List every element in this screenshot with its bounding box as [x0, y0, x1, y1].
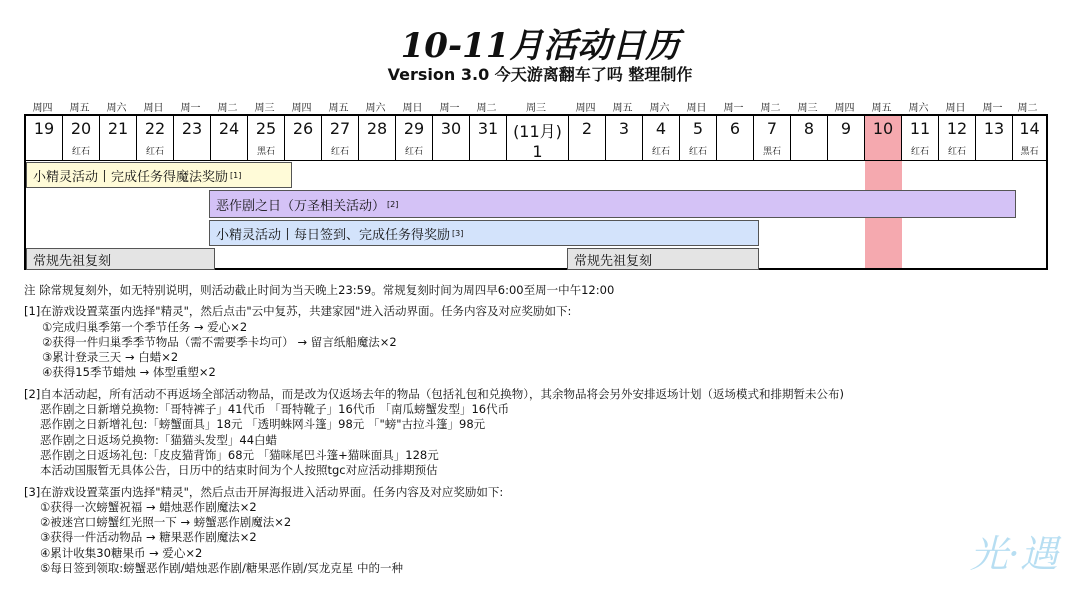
weekday-row: [24, 99, 1050, 113]
weekday-label: 周六: [106, 103, 127, 114]
weekday-label: 周日: [945, 103, 966, 114]
event-label: 常规先祖复刻: [574, 253, 653, 269]
event-bar: [567, 248, 759, 270]
day-cell: [285, 116, 322, 160]
day-cell: [248, 116, 285, 160]
day-cell: [717, 116, 754, 160]
weekday-label: 周二: [476, 103, 497, 114]
note-1-item: ①完成归巢季第一个季节任务 → 爱心×2: [42, 319, 248, 334]
day-cell: [26, 116, 63, 160]
stone-note: 红石: [947, 147, 966, 157]
day-cell: [569, 116, 606, 160]
day-number: 12: [946, 119, 968, 138]
day-cell: [828, 116, 865, 160]
watermark-logo: 光·遇: [969, 532, 1058, 576]
day-cell: [791, 116, 828, 160]
weekday-label: 周六: [908, 103, 929, 114]
page-title: 10-11月活动日历: [400, 26, 680, 66]
note-3-item: ②被迷宫口螃蟹红光照一下 → 螃蟹恶作剧魔法×2: [40, 515, 292, 530]
weekday-label: 周四: [32, 103, 53, 114]
note-1-item: ④获得15季节蜡烛 → 体型重塑×2: [42, 365, 216, 380]
day-cell: [322, 116, 359, 160]
day-number: 30: [440, 119, 462, 138]
day-number: 28: [366, 119, 388, 138]
note-3-item: ③获得一件活动物品 → 糖果恶作剧魔法×2: [40, 530, 257, 545]
notes-intro: 注 除常规复刻外，如无特别说明，则活动截止时间为当天晚上23:59。常规复刻时间为周四早6:00至周一中午12:00: [24, 283, 615, 297]
day-cell: [137, 116, 174, 160]
note-3-item: ④累计收集30糖果币 → 爱心×2: [40, 545, 203, 560]
event-label: 常规先祖复刻: [33, 253, 112, 269]
day-number: (11月) 1: [513, 122, 562, 161]
weekday-label: 周三: [526, 103, 546, 114]
day-cell: [211, 116, 248, 160]
day-number: 5: [692, 119, 704, 138]
event-ref: [3]: [452, 228, 464, 238]
day-number: 6: [729, 119, 741, 138]
weekday-label: 周二: [217, 103, 238, 114]
weekday-label: 周一: [439, 103, 460, 114]
day-number: 29: [403, 119, 425, 138]
day-number: 20: [70, 119, 92, 138]
day-number: 8: [803, 119, 815, 138]
day-cell: [433, 116, 470, 160]
note-1-item: ②获得一件归巢季季节物品（需不需要季卡均可） → 留言纸船魔法×2: [42, 334, 397, 349]
notes-section: [24, 283, 1064, 576]
day-number: 26: [292, 119, 314, 138]
stone-note: 红石: [330, 147, 349, 157]
weekday-label: 周六: [365, 103, 386, 114]
note-3-item: ⑤每日签到领取:螃蟹恶作剧/蜡烛恶作剧/糖果恶作剧/冥龙克星 中的一种: [40, 561, 403, 576]
stone-note: 黑石: [1020, 147, 1039, 157]
weekday-label: 周三: [797, 103, 818, 114]
day-cell: [606, 116, 643, 160]
day-number: 2: [581, 119, 593, 138]
note-3-heading: [3]在游戏设置菜蛋内选择"精灵"，然后点击开屏海报进入活动界面。任务内容及对应奖励如下:: [24, 484, 504, 499]
day-cell: [939, 116, 976, 160]
day-number: 24: [218, 119, 240, 138]
day-number: 31: [477, 119, 499, 138]
weekday-label: 周五: [69, 103, 90, 114]
day-cell: [100, 116, 137, 160]
stone-note: 红石: [651, 147, 670, 157]
day-number: 3: [618, 119, 630, 138]
weekday-label: 周五: [612, 103, 633, 114]
weekday-label: 周二: [760, 103, 781, 114]
day-number: 19: [33, 119, 55, 138]
weekday-label: 周一: [180, 103, 201, 114]
day-cell: [902, 116, 939, 160]
day-cell: [754, 116, 791, 160]
day-cell: [865, 116, 902, 160]
day-number: 23: [181, 119, 203, 138]
day-cell: [680, 116, 717, 160]
weekday-label: 周四: [575, 103, 596, 114]
weekday-label: 周一: [982, 103, 1003, 114]
event-bar: [209, 190, 1016, 218]
day-number: 14: [1019, 119, 1040, 138]
note-2-item: 本活动国服暂无具体公告，日历中的结束时间为个人按照tgc对应活动排期预估: [40, 463, 438, 478]
stone-note: 红石: [71, 147, 90, 157]
stone-note: 黑石: [762, 147, 781, 157]
day-number: 9: [840, 119, 852, 138]
event-bar: [26, 248, 215, 270]
event-label: 小精灵活动丨完成任务得魔法奖励: [33, 169, 229, 185]
day-number: 21: [107, 119, 129, 138]
day-number: 27: [329, 119, 351, 138]
day-number: 11: [909, 119, 931, 138]
note-2-item: 恶作剧之日返场礼包:「皮皮猫背饰」68元 「猫咪尾巴斗篷+猫咪面具」128元: [40, 447, 439, 462]
stone-note: 红石: [688, 147, 707, 157]
day-number: 25: [255, 119, 277, 138]
note-1-heading: [1]在游戏设置菜蛋内选择"精灵"，然后点击"云中复苏，共建家园"进入活动界面。任务内容及对应奖励如下:: [24, 304, 572, 319]
weekday-label: 周日: [686, 103, 707, 114]
event-ref: [2]: [387, 199, 399, 209]
weekday-label: 周二: [1017, 103, 1038, 114]
day-number: 22: [144, 119, 166, 138]
calendar-grid: [24, 114, 1048, 270]
day-number: 4: [655, 119, 667, 138]
weekday-label: 周五: [328, 103, 349, 114]
weekday-label: 周五: [871, 103, 892, 114]
event-ref: [1]: [230, 170, 242, 180]
note-3-item: ①获得一次螃蟹祝福 → 蜡烛恶作剧魔法×2: [40, 499, 257, 514]
note-2-item: 恶作剧之日返场兑换物:「猫猫头发型」44白蜡: [40, 432, 278, 447]
note-1-item: ③累计登录三天 → 白蜡×2: [42, 350, 179, 365]
note-2-item: 恶作剧之日新增礼包:「螃蟹面具」18元 「透明蛛网斗篷」98元 「"螃"古拉斗篷」98元: [40, 417, 486, 432]
page-subtitle: Version 3.0 今天游离翻车了吗 整理制作: [387, 65, 693, 84]
day-number: 13: [983, 119, 1005, 138]
day-cell: [396, 116, 433, 160]
weekday-label: 周日: [402, 103, 423, 114]
weekday-label: 周四: [291, 103, 312, 114]
weekday-label: 周六: [649, 103, 670, 114]
day-cell: [63, 116, 100, 160]
event-label: 小精灵活动丨每日签到、完成任务得奖励: [216, 227, 451, 243]
note-2-item: 恶作剧之日新增兑换物:「哥特裤子」41代币 「哥特靴子」16代币 「南瓜螃蟹发型」16代币: [40, 402, 510, 417]
event-bar: [209, 220, 759, 246]
day-cell: [976, 116, 1013, 160]
stone-note: 黑石: [256, 147, 275, 157]
weekday-label: 周一: [723, 103, 744, 114]
weekday-label: 周日: [143, 103, 164, 114]
event-bar: [26, 162, 292, 188]
day-cell: [643, 116, 680, 160]
note-2-heading: [2]自本活动起，所有活动不再返场全部活动物品，而是改为仅返场去年的物品（包括礼包和兑换物），其余物品将会另外安排返场计划（返场模式和排期暂未公布): [24, 386, 845, 401]
day-cell: [174, 116, 211, 160]
day-cell: [359, 116, 396, 160]
day-number: 10: [872, 119, 894, 138]
stone-note: 红石: [145, 147, 164, 157]
stone-note: 红石: [404, 147, 423, 157]
day-cell: [1013, 116, 1046, 160]
day-cell: [507, 116, 569, 160]
weekday-label: 周三: [254, 103, 275, 114]
day-cell: [470, 116, 507, 160]
day-number: 7: [766, 119, 778, 138]
stone-note: 红石: [910, 147, 929, 157]
weekday-label: 周四: [834, 103, 855, 114]
event-label: 恶作剧之日（万圣相关活动）: [216, 198, 386, 214]
